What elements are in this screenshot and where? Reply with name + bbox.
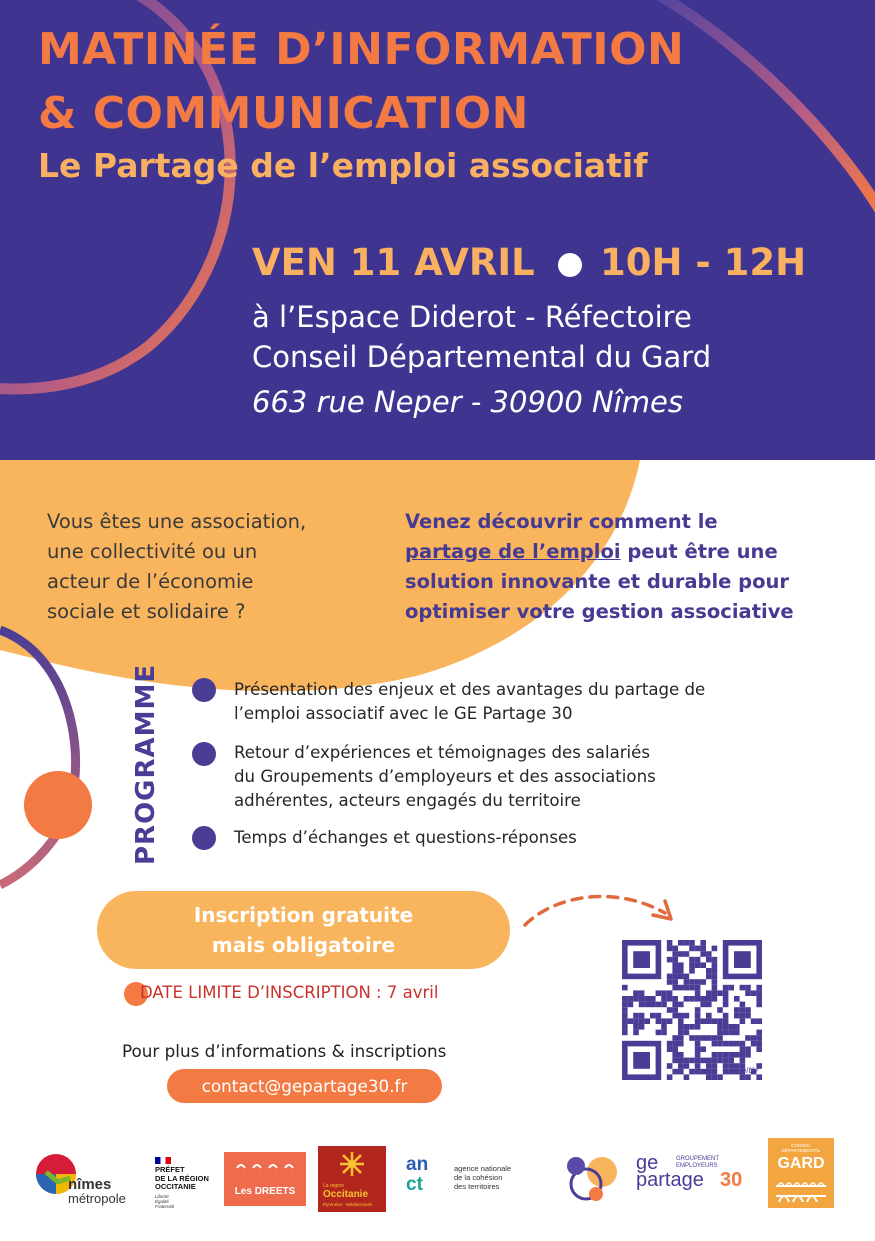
event-date: VEN 11 AVRIL	[252, 241, 535, 284]
ge-number-text: 30	[720, 1169, 743, 1191]
gard-departement-logo	[768, 1138, 834, 1208]
anct-text-line: agence nationale	[454, 1164, 512, 1173]
ge-partage-30-logo	[636, 1152, 756, 1202]
prefet-text-line: OCCITANIE	[155, 1182, 196, 1191]
programme-item	[234, 741, 656, 813]
anct-top-text: an	[406, 1154, 429, 1175]
occitanie-logo-text: Occitanie	[323, 1189, 369, 1200]
programme-item-line: Présentation des enjeux et des avantages du partage de	[234, 680, 706, 699]
prefet-motto	[155, 1194, 174, 1209]
nimes-metropole-logo	[32, 1150, 162, 1210]
partage-emploi-link[interactable]: partage de l’emploi	[405, 540, 621, 563]
ge-side-line: EMPLOYEURS	[676, 1163, 718, 1169]
programme-item-line: du Groupements d’employeurs et des associations	[234, 767, 656, 786]
gard-small-text	[768, 1143, 834, 1153]
header-banner	[0, 0, 875, 460]
occitanie-logo	[318, 1146, 386, 1212]
registration-banner	[97, 891, 510, 969]
programme-item-line: l’emploi associatif avec le GE Partage 30	[234, 704, 573, 723]
programme-item	[234, 678, 705, 726]
gard-small-line: CONSEIL	[791, 1143, 811, 1148]
anct-text-line: des territoires	[454, 1182, 500, 1191]
prefet-motto-line: Égalité	[155, 1199, 169, 1204]
intro-question-line: sociale et solidaire ?	[47, 600, 246, 623]
intro-question	[47, 507, 306, 627]
orange-circle-shape	[24, 771, 92, 839]
dreets-logo-text: Les DREETS	[234, 1186, 296, 1197]
ge-partage-circles-icon	[566, 1154, 622, 1204]
prefet-text-line: DE LA RÉGION	[155, 1173, 209, 1183]
venue-line2: Conseil Départemental du Gard	[252, 340, 712, 374]
registration-line2: mais obligatoire	[211, 933, 396, 957]
venue-address: 663 rue Neper - 30900 Nîmes	[252, 385, 683, 419]
bullet-icon	[192, 678, 216, 702]
programme-item-line: Temps d’échanges et questions-réponses	[234, 828, 577, 847]
ge-side-text	[676, 1156, 719, 1170]
prefet-text-line: PRÉFET	[155, 1165, 185, 1174]
intro-pitch-line: optimiser votre gestion associative	[405, 600, 794, 623]
occitanie-small-text: La région	[323, 1183, 344, 1189]
event-time: 10H - 12H	[600, 241, 807, 284]
prefet-motto-line: Liberté	[155, 1194, 169, 1199]
intro-pitch-line	[405, 537, 794, 567]
intro-pitch-line: solution innovante et durable pour	[405, 570, 790, 593]
ge-logo-text: ge	[636, 1152, 659, 1174]
intro-question-line: une collectivité ou un	[47, 540, 258, 563]
event-subtitle: Le Partage de l’emploi associatif	[38, 146, 648, 185]
intro-pitch	[405, 507, 794, 627]
event-title-line1: MATINÉE D’INFORMATION	[38, 24, 685, 75]
more-info-text: Pour plus d’informations & inscriptions	[122, 1041, 447, 1061]
bullet-icon	[192, 742, 216, 766]
registration-line1: Inscription gratuite	[193, 903, 414, 927]
partage-logo-text: partage	[636, 1169, 704, 1191]
gard-logo-text: GARD	[777, 1155, 825, 1172]
metropole-logo-text: métropole	[68, 1191, 126, 1206]
intro-pitch-text: peut être une	[620, 540, 778, 563]
french-flag-icon	[155, 1157, 171, 1164]
programme-item	[234, 826, 577, 850]
programme-label: PROGRAMME	[131, 663, 161, 865]
anct-text-line: de la cohésion	[454, 1173, 503, 1182]
prefet-occitanie-logo	[155, 1157, 225, 1212]
contact-email-link[interactable]: contact@gepartage30.fr	[167, 1069, 442, 1103]
separator-dot-icon	[558, 253, 582, 277]
gard-small-line: DÉPARTEMENTAL	[781, 1148, 821, 1153]
venue-line1: à l’Espace Diderot - Réfectoire	[252, 300, 692, 334]
anct-text	[454, 1164, 511, 1191]
prefet-motto-line: Fraternité	[155, 1204, 175, 1209]
ge-side-line: GROUPEMENT	[676, 1156, 720, 1162]
bullet-icon	[192, 826, 216, 850]
occitan-cross-icon	[338, 1150, 366, 1178]
pont-du-gard-icon	[776, 1178, 826, 1202]
intro-question-line: acteur de l’économie	[47, 570, 254, 593]
dreets-logo	[224, 1152, 306, 1206]
purple-arc-shape	[0, 630, 76, 885]
qr-code-icon[interactable]	[622, 940, 764, 1082]
registration-deadline: DATE LIMITE D’INSCRIPTION : 7 avril	[140, 983, 439, 1002]
dreets-waves-icon	[235, 1160, 295, 1174]
qr-caption: bitly	[741, 1066, 759, 1075]
dashed-arrow-icon	[515, 885, 685, 935]
prefet-text	[155, 1166, 209, 1192]
intro-pitch-line: Venez découvrir comment le	[405, 510, 718, 533]
occitanie-sub-text: Pyrénées · Méditerranée	[323, 1202, 373, 1207]
anct-logo	[404, 1154, 534, 1204]
event-title-line2: & COMMUNICATION	[38, 88, 529, 139]
programme-item-line: Retour d’expériences et témoignages des salariés	[234, 743, 651, 762]
anct-bottom-text: ct	[406, 1174, 423, 1195]
programme-item-line: adhérentes, acteurs engagés du territoire	[234, 791, 581, 810]
nimes-logo-text: nîmes	[68, 1176, 112, 1193]
intro-question-line: Vous êtes une association,	[47, 510, 307, 533]
